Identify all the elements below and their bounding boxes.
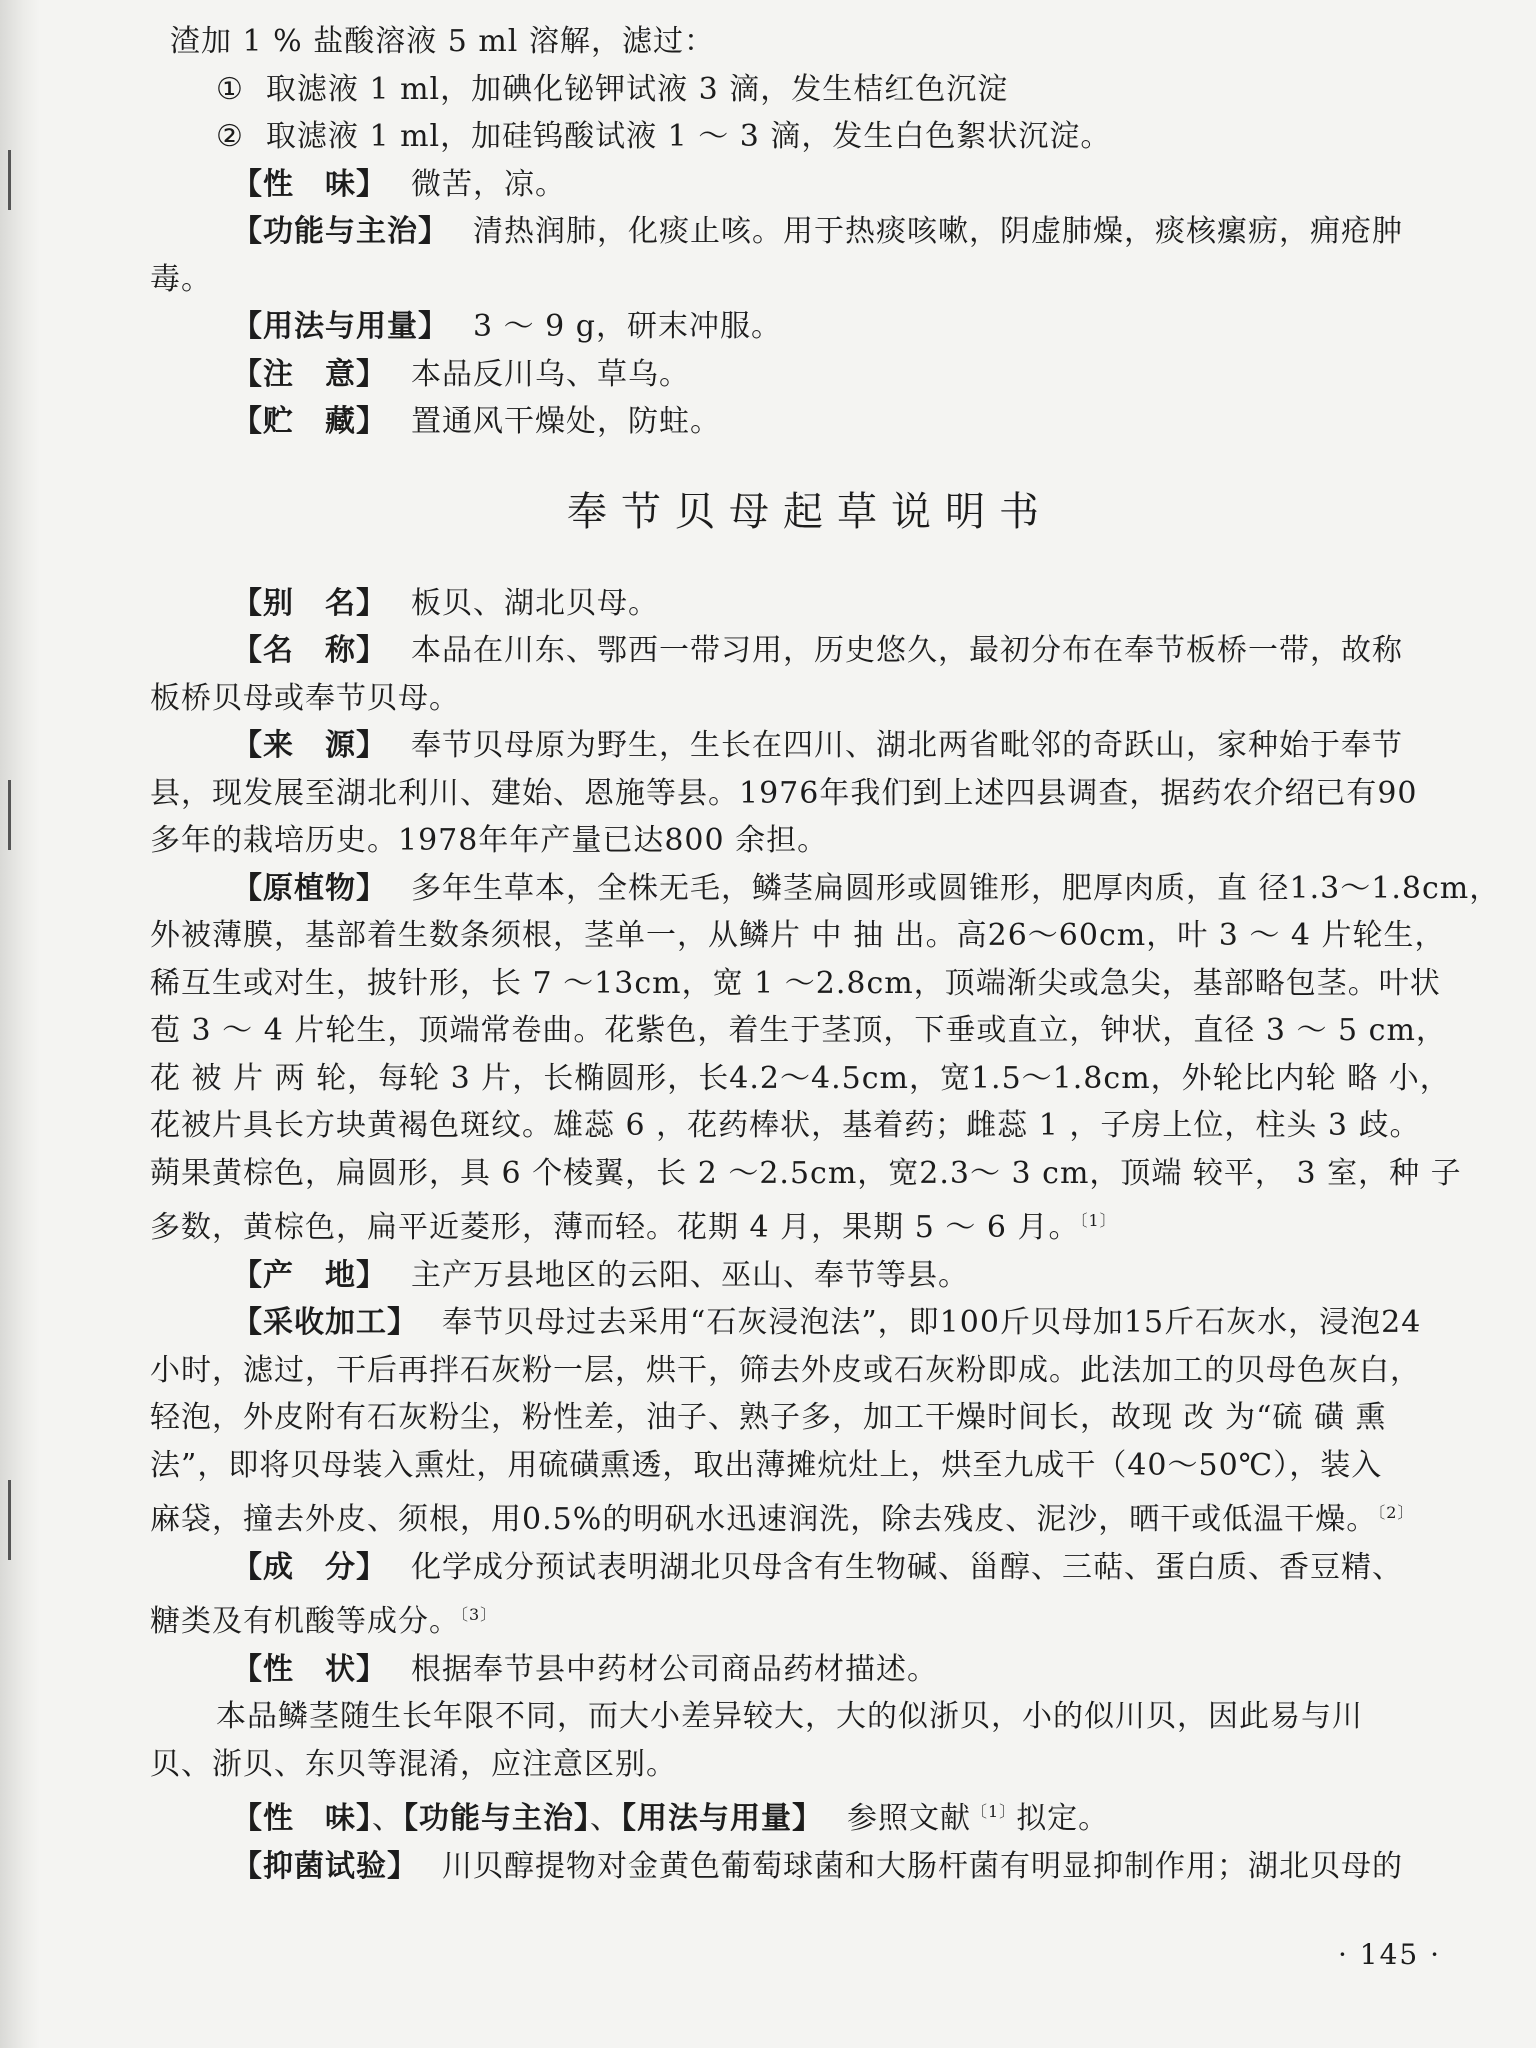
text-line bbox=[150, 1197, 1470, 1252]
reference-mark: 〔3〕 bbox=[460, 1605, 498, 1624]
entry-storage bbox=[150, 398, 1470, 446]
entry-label: 【注 意】 bbox=[232, 356, 387, 392]
entry-text: 本品反川乌、草乌。 bbox=[411, 356, 690, 392]
text-line: 本品鳞茎随生长年限不同，而大小差异较大，大的似浙贝，小的似川贝，因此易与川 bbox=[216, 1699, 1363, 1734]
entry-label: 【功能与主治】 bbox=[403, 1801, 590, 1836]
entry-text: 拟定。 bbox=[1016, 1801, 1110, 1836]
section-title: 奉节贝母起草说明书 bbox=[567, 488, 1053, 535]
item-marker: ① bbox=[216, 71, 244, 107]
reference-mark: 〔2〕 bbox=[1377, 1503, 1415, 1522]
text-line: 花 被 片 两 轮，每轮 3 片，长椭圆形，长4.2～4.5cm，宽1.5～1.8cm，外轮比内轮 略 小， bbox=[150, 1060, 1451, 1096]
entry-text: 麻袋，撞去外皮、须根，用0.5%的明矾水迅速润洗，除去残皮、泥沙，晒干或低温干燥。 bbox=[150, 1502, 1378, 1537]
text-line: 法”，即将贝母装入熏灶，用硫磺熏透，取出薄摊炕灶上，烘至九成干（40～50℃），装入 bbox=[150, 1447, 1383, 1483]
entry-antibacterial bbox=[150, 1843, 1470, 1891]
entry-text: 主产万县地区的云阳、巫山、奉节等县。 bbox=[411, 1257, 969, 1293]
separator: 、 bbox=[372, 1801, 403, 1836]
reference-mark: 〔1〕 bbox=[971, 1802, 1017, 1821]
entry-label: 【原植物】 bbox=[232, 870, 387, 906]
text-line: 稀互生或对生，披针形，长 7 ～13cm，宽 1 ～2.8cm，顶端渐尖或急尖，基部略包茎。叶状 bbox=[150, 965, 1441, 1001]
entry-taste bbox=[150, 161, 1470, 209]
text-line: 轻泡，外皮附有石灰粉尘，粉性差，油子、熟子多，加工干燥时间长，故现 改 为“硫 磺 熏 bbox=[150, 1400, 1387, 1435]
entry-text: 川贝醇提物对金黄色葡萄球菌和大肠杆菌有明显抑制作用；湖北贝母的 bbox=[442, 1848, 1403, 1884]
entry-usage bbox=[150, 303, 1470, 351]
entry-label: 【名 称】 bbox=[232, 633, 387, 668]
entry-text: 奉节贝母过去采用“石灰浸泡法”，即100斤贝母加15斤石灰水，浸泡24 bbox=[442, 1305, 1422, 1340]
entry-label: 【性 状】 bbox=[232, 1651, 387, 1687]
entry-label: 【用法与用量】 bbox=[621, 1801, 823, 1836]
entry-label: 【抑菌试验】 bbox=[232, 1848, 418, 1884]
test-text: 取滤液 1 ml，加硅钨酸试液 1 ～ 3 滴，发生白色絮状沉淀。 bbox=[265, 119, 1112, 154]
entry-label: 【性 味】 bbox=[232, 166, 387, 202]
binding-mark bbox=[8, 150, 11, 210]
entry-text: 糖类及有机酸等成分。 bbox=[150, 1604, 460, 1639]
binding-gutter bbox=[0, 0, 40, 2048]
item-marker: ② bbox=[216, 119, 244, 154]
text-line: 外被薄膜，基部着生数条须根，茎单一，从鳞片 中 抽 出。高26～60cm，叶 3 ～ 4 片轮生， bbox=[150, 918, 1446, 953]
entry-caution bbox=[150, 351, 1470, 399]
binding-mark bbox=[8, 1480, 11, 1560]
test-item bbox=[150, 113, 1470, 161]
entry-text: 板贝、湖北贝母。 bbox=[411, 585, 659, 621]
entry-process bbox=[150, 1299, 1470, 1347]
reference-mark: 〔1〕 bbox=[1079, 1211, 1117, 1230]
entry-function bbox=[150, 208, 1470, 256]
entry-label: 【性 味】 bbox=[232, 1801, 372, 1836]
entry-text: 化学成分预试表明湖北贝母含有生物碱、甾醇、三萜、蛋白质、香豆精、 bbox=[411, 1549, 1403, 1585]
text-line: 多年的栽培历史。1978年年产量已达800 余担。 bbox=[150, 823, 829, 858]
entry-text: 本品在川东、鄂西一带习用，历史悠久，最初分布在奉节板桥一带，故称 bbox=[411, 633, 1403, 668]
entry-label: 【用法与用量】 bbox=[232, 309, 449, 344]
text-line: 板桥贝母或奉节贝母。 bbox=[150, 680, 460, 716]
text-line: 花被片具长方块黄褐色斑纹。雄蕊 6 ，花药棒状，基着药；雌蕊 1 ，子房上位，柱头 3 歧。 bbox=[150, 1108, 1421, 1143]
entry-origin bbox=[150, 1252, 1470, 1300]
text-line: 小时，滤过，干后再拌石灰粉一层，烘干，筛去外皮或石灰粉即成。此法加工的贝母色灰白， bbox=[150, 1352, 1421, 1388]
entry-label: 【采收加工】 bbox=[232, 1305, 418, 1340]
separator: 、 bbox=[590, 1801, 621, 1836]
text-line: 渣加 1 % 盐酸溶液 5 ml 溶解，滤过： bbox=[170, 24, 715, 59]
text-line: 贝、浙贝、东贝等混淆，应注意区别。 bbox=[150, 1746, 677, 1782]
page-content bbox=[150, 18, 1501, 1890]
test-text: 取滤液 1 ml，加碘化铋钾试液 3 滴，发生桔红色沉淀 bbox=[265, 71, 1009, 107]
entry-text: 参照文献 bbox=[847, 1801, 971, 1836]
entry-label: 【来 源】 bbox=[232, 728, 387, 763]
entry-text: 置通风干燥处，防蛀。 bbox=[411, 404, 721, 439]
entry-label: 【贮 藏】 bbox=[232, 404, 387, 439]
entry-text: 3 ～ 9 g，研末冲服。 bbox=[473, 309, 782, 344]
entry-text: 多年生草本，全株无毛，鳞茎扁圆形或圆锥形，肥厚肉质，直 径1.3～1.8cm， bbox=[411, 870, 1501, 906]
entry-label: 【别 名】 bbox=[232, 585, 387, 621]
entry-plant bbox=[150, 865, 1501, 913]
entry-alias bbox=[150, 580, 1470, 628]
entry-text: 微苦，凉。 bbox=[411, 166, 566, 202]
entry-text: 多数，黄棕色，扁平近菱形，薄而轻。花期 4 月，果期 5 ～ 6 月。 bbox=[150, 1210, 1080, 1245]
page-number: · 145 · bbox=[1338, 1938, 1442, 1971]
entry-composition bbox=[150, 1544, 1470, 1592]
text-line bbox=[150, 1591, 1470, 1646]
entry-combined bbox=[150, 1788, 1470, 1843]
entry-source bbox=[150, 722, 1470, 770]
test-item bbox=[150, 66, 1470, 114]
text-line: 县，现发展至湖北利川、建始、恩施等县。1976年我们到上述四县调查，据药农介绍已有90 bbox=[150, 775, 1418, 811]
text-line bbox=[150, 1489, 1470, 1544]
text-line: 蒴果黄棕色，扁圆形，具 6 个棱翼，长 2 ～2.5cm，宽2.3～ 3 cm，顶端 较平， 3 室，种 子 bbox=[150, 1155, 1462, 1191]
entry-label: 【产 地】 bbox=[232, 1257, 387, 1293]
entry-label: 【成 分】 bbox=[232, 1549, 387, 1585]
entry-text: 奉节贝母原为野生，生长在四川、湖北两省毗邻的奇跃山，家种始于奉节 bbox=[411, 728, 1403, 763]
entry-text: 根据奉节县中药材公司商品药材描述。 bbox=[411, 1651, 938, 1687]
entry-text: 清热润肺，化痰止咳。用于热痰咳嗽，阴虚肺燥，痰核瘰疬，痈疮肿 bbox=[473, 214, 1403, 249]
entry-name bbox=[150, 627, 1470, 675]
text-line: 毒。 bbox=[150, 261, 212, 297]
text-line: 苞 3 ～ 4 片轮生，顶端常卷曲。花紫色，着生于茎顶，下垂或直立，钟状，直径 3 ～ 5 cm， bbox=[150, 1013, 1447, 1048]
binding-mark bbox=[8, 780, 11, 850]
entry-character bbox=[150, 1646, 1470, 1694]
entry-label: 【功能与主治】 bbox=[232, 214, 449, 249]
